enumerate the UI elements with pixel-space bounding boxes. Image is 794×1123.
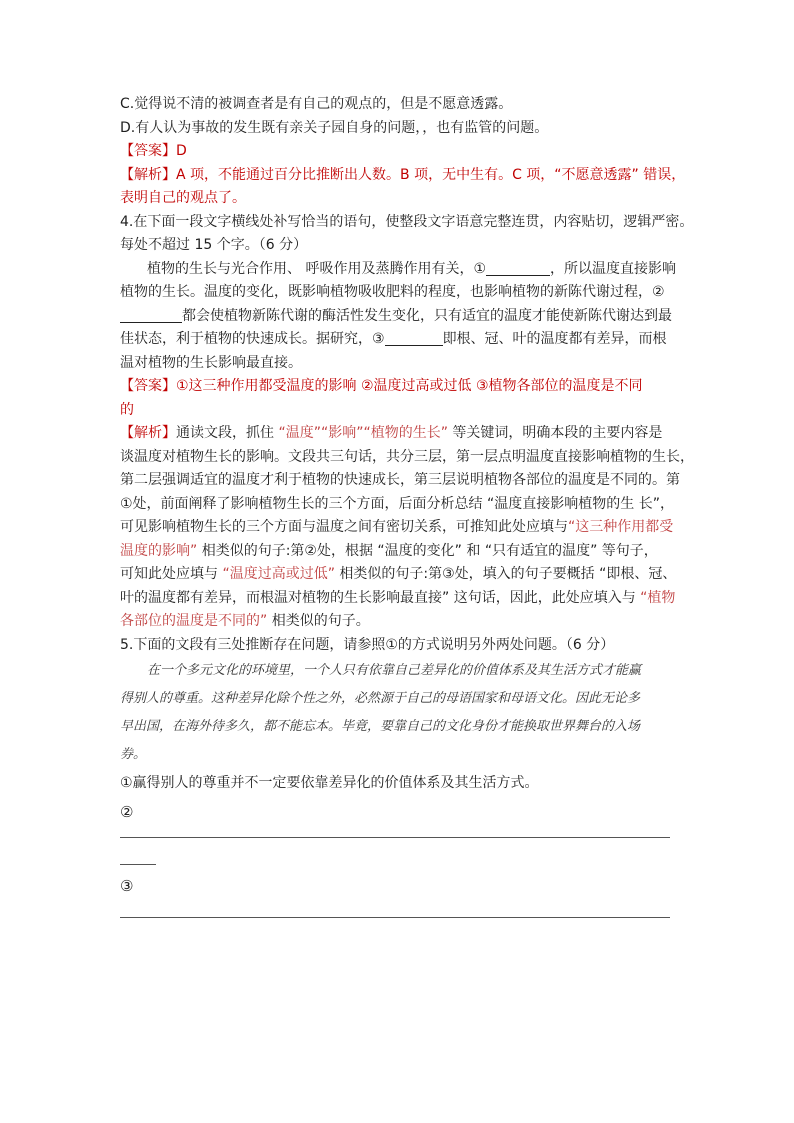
q4-analysis-line: 第二层强调适宜的温度才利于植物的快速成长，第三层说明植物各部位的温度是不同的。第 <box>120 472 680 488</box>
q3-analysis-line <box>120 164 686 188</box>
q4-analysis-line: 各部位的温度是不同的” 相类似的句子。 <box>120 613 370 629</box>
q4-analysis-line: 谈温度对植物生长的影响。文段共三句话，共分三层，第一层点明温度直接影响植物的生长， <box>120 448 694 465</box>
q5-example: ①赢得别人的尊重并不一定要依靠差异化的价值体系及其生活方式。 <box>120 775 539 791</box>
q3-option-c: C.觉得说不清的被调查者是有自己的观点的，但是不愿意透露。 <box>120 96 513 112</box>
answer-tag: 【答案】 <box>120 143 176 159</box>
q4-answer <box>120 375 676 399</box>
q4-stem: 每处不超过 15 个字。（6 分） <box>120 237 308 253</box>
q4-analysis-line: 【解析】通读文段，抓住 “温度”“影响”“植物的生长” 等关键词，明确本段的主要内容是 <box>120 425 663 441</box>
analysis-tag: 【解析】 <box>120 425 176 441</box>
q4-analysis-line: 可知此处应填与 “温度过高或过低” 相类似的句子:第③处，填入的句子要概括 “即根、冠、 <box>120 566 677 582</box>
q3-analysis-line: 表明自己的观点了。 <box>120 190 246 206</box>
analysis-tag: 【解析】 <box>120 166 176 183</box>
document-page <box>120 93 694 918</box>
q4-answer-cont: 的 <box>120 401 134 418</box>
q3-answer <box>120 140 676 164</box>
q5-passage-line: 早出国，在海外待多久，都不能忘本。毕竟，要靠自己的文化身份才能换取世界舞台的入场 <box>120 719 641 734</box>
q4-passage-line: 都会使植物新陈代谢的酶活性发生变化，只有适宜的温度才能使新陈代谢达到最 <box>120 305 676 329</box>
answer-line[interactable] <box>120 917 670 918</box>
q4-stem: 4.在下面一段文字横线处补写恰当的语句，使整段文字语意完整连贯，内容贴切，逻辑严密。 <box>120 213 694 230</box>
q5-stem: 5.下面的文段有三处推断存在问题，请参照①的方式说明另外两处问题。（6 分） <box>120 636 615 653</box>
q4-analysis-line: 叶的温度都有差异，而根温对植物的生长影响最直接” 这句话，因此，此处应填入与 “植物 <box>120 589 676 606</box>
q5-passage-line: 券。 <box>120 747 147 762</box>
answer-line-short[interactable] <box>120 864 156 865</box>
q5-marker-2: ② <box>120 803 134 821</box>
q4-passage-line: 温对植物的生长影响最直接。 <box>120 354 302 371</box>
q4-analysis-line: 温度的影响” 相类似的句子:第②处，根据 “温度的变化” 和 “只有适宜的温度” 等句子， <box>120 542 658 559</box>
answer-text: ①这三种作用都受温度的影响 ②温度过高或过低 ③植物各部位的温度是不同 <box>176 378 643 394</box>
fill-blank-1[interactable] <box>486 261 550 276</box>
q3-option-d: D.有人认为事故的发生既有亲关子园自身的问题，，也有监管的问题。 <box>120 119 549 136</box>
q4-analysis-line: 可见影响植物生长的三个方面与温度之间有密切关系，可推知此处应填与“这三种作用都受 <box>120 519 674 535</box>
answer-tag: 【答案】 <box>120 378 176 394</box>
q4-passage-line: 植物的生长与光合作用、 呼吸作用及蒸腾作用有关，① ，所以温度直接影响 <box>147 260 676 277</box>
fill-blank-3[interactable] <box>385 331 443 346</box>
q5-passage-line: 在一个多元文化的环境里，一个人只有依靠自己差异化的价值体系及其生活方式才能赢 <box>147 663 642 678</box>
analysis-text: A 项，不能通过百分比推断出人数。B 项，无中生有。C 项，“不愿意透露” 错误， <box>176 166 686 183</box>
q5-passage-line: 得别人的尊重。这种差异化除个性之外，必然源于自己的母语国家和母语文化。因此无论多 <box>120 691 641 706</box>
q5-marker-3: ③ <box>120 877 134 895</box>
q4-analysis-line: ①处，前面阐释了影响植物生长的三个方面，后面分析总结 “温度直接影响植物的生 长”， <box>120 495 674 512</box>
fill-blank-2[interactable] <box>120 308 182 323</box>
q4-passage-line: 佳状态，利于植物的快速成长。据研究，③ 即根、冠、叶的温度都有差异，而根 <box>120 331 667 347</box>
answer-value: D <box>176 143 187 159</box>
q4-passage-line: 植物的生长。温度的变化，既影响植物吸收肥料的程度，也影响植物的新陈代谢过程，② <box>120 284 665 300</box>
